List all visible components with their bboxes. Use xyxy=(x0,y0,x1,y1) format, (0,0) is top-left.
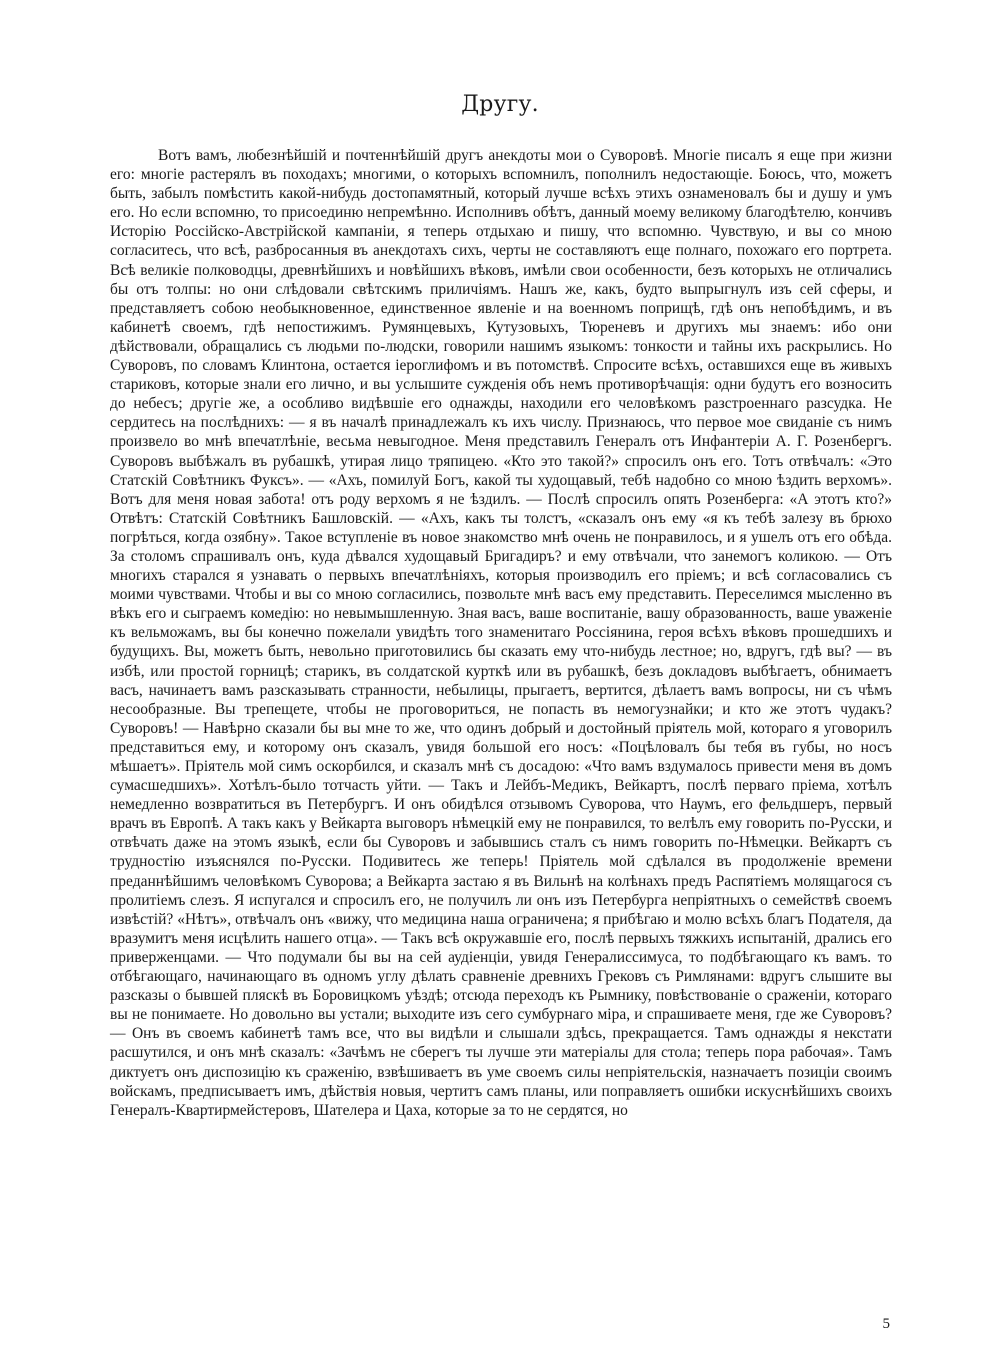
page-title: Другу. xyxy=(461,92,539,117)
body-paragraph: Вотъ вамъ, любезнѣйшiй и почтеннѣйшiй другъ анекдоты мои о Суворовѣ. Многiе писалъ я еще при жизни его: многiе растерялъ въ походахъ; многими, о которыхъ вспомнилъ, пополнилъ недостающiе. Боюсь, что, можетъ быть, забылъ помѣстить какой-нибудь достопамятный, который лучше всѣхъ этихъ ознаменовалъ бы и душу и умъ его. Но если вспомню, то присоединю непремѣнно. Исполнивъ обѣтъ, данный моему великому благодѣтелю, кончивъ Исторiю Россiйско-Австрiйской кампанiи, я теперь отдыхаю и пишу, что вспомню. Чувствую, и вы со мною согласитесь, что всѣ, разбросанныя въ анекдотахъ сихъ, черты не составляютъ еще полнаго, похожаго его портрета. Всѣ великiе полководцы, древнѣйшихъ и новѣйшихъ вѣковъ, имѣли свои особенности, безъ которыхъ не отличались бы отъ толпы: но они слѣдовали свѣтскимъ приличiямъ. Нашъ же, какъ, будто выпрыгнулъ изъ сей сферы, и представляетъ собою необыкновенное, единственное явленiе и на военномъ поприщѣ, гдѣ онъ непобѣдимъ, и въ кабинетѣ своемъ, гдѣ непостижимъ. Румянцевыхъ, Кутузовыхъ, Тюреневъ и другихъ мы знаемъ: ибо они дѣйствовали, обращались съ людьми по-людски, говорили нашимъ языкомъ: тонкости и тайны ихъ раскрылись. Но Суворовъ, по словамъ Клинтона, остается iероглифомъ и въ потомствѣ. Спросите всѣхъ, оставшихся еще въ живыхъ стариковъ, которые знали его лично, и вы услышите сужденiя объ немъ противорѣчащiя: одни будутъ его возносить до небесъ; другiе же, а особливо видѣвшiе его однажды, находили его человѣкомъ разстроеннаго разсудка. Не сердитесь на послѣднихъ: — я въ началѣ принадлежалъ къ ихъ числу. Признаюсь, что первое мое свиданiе съ нимъ произвело во мнѣ впечатлѣнiе, весьма невыгодное. Меня представилъ Генералъ отъ Инфантерiи А. Г. Розенбергъ. Суворовъ выбѣжалъ въ рубашкѣ, утирая лицо тряпицею. «Кто это такой?» спросилъ онъ его. Тотъ отвѣчалъ: «Это Статскiй Совѣтникъ Фуксъ». — «Ахъ, помилуй Богъ, какой ты худощавый, тебѣ надобно со мною ѣздить верхомъ». Вотъ для меня новая забота! отъ роду верхомъ я не ѣздилъ. — Послѣ спросилъ опять Розенберга: «А этотъ кто?» Отвѣтъ: Статскiй Совѣтникъ Башловскiй. — «Ахъ, какъ ты толстъ, «сказалъ онъ ему «я къ тебѣ залезу въ брюхо погрѣться, когда озябну». Такое вступленiе въ новое знакомство мнѣ очень не понравилось, и я ушелъ отъ его обѣда. За столомъ спрашивалъ онъ, куда дѣвался худощавый Бригадиръ? и ему отвѣчали, что занемогъ коликою. — Отъ многихъ старался я узнавать о первыхъ впечатлѣнiяхъ, которыя производилъ его прiемъ; и всѣ согласовались съ моими чувствами. Чтобы и вы со мною согласились, позвольте мнѣ васъ ему представить. Переселимся мысленно въ вѣкъ его и сыграемъ комедiю: но невымышленную. Зная васъ, ваше воспитанiе, вашу образованность, ваше уваженiе къ вельможамъ, вы бы конечно пожелали увидѣть того знаменитаго Россiянина, героя всѣхъ вѣковъ прошедшихъ и будущихъ. Вы, можетъ быть, невольно приготовились бы сказать ему что-нибудь лестное; но, вдругъ, гдѣ вы? — въ избѣ, или простой горницѣ; старикъ, въ солдатской курткѣ или въ рубашкѣ, безъ докладовъ выбѣгаетъ, обнимаетъ васъ, начинаетъ вамъ разсказывать странности, небылицы, прыгаетъ, вертится, дѣлаетъ вамъ вопросы, ни съ чѣмъ несообразные. Вы трепещете, чтобы не проговориться, не попасть въ немогузнайки; и кто же этотъ чудакъ? Суворовъ! — Навѣрно сказали бы вы мне то же, что одинъ добрый и достойный прiятель мой, котораго я уговорилъ представиться ему, и которому онъ сказалъ, увидя большой его носъ: «Поцѣловалъ бы тебя въ губы, но носъ мѣшаетъ». Прiятель мой симъ оскорбился, и сказалъ мнѣ съ досадою: «Что вамъ вздумалось привести меня въ домъ сумасшедшихъ». Хотѣлъ-было тотчасть уйти. — Такъ и Лейбъ-Медикъ, Вейкартъ, послѣ перваго прiема, хотѣлъ немедленно возвратиться въ Петербургъ. И онъ обидѣлся отзывомъ Суворова, что Наумъ, его фельдшеръ, первый врачъ въ Европѣ. А такъ какъ у Вейкарта выговоръ нѣмецкiй ему не понравился, то велѣлъ ему говорить по-Русски, и отвѣчать даже на этомъ языкѣ, если бы Суворовъ и забывшись сталъ съ нимъ говорить по-Нѣмецки. Вейкартъ съ трудностiю изъяснялся по-Русски. Подивитесь же теперь! Прiятель мой сдѣлался въ продолженiе времени преданнѣйшимъ человѣкомъ Суворова; а Вейкарта застаю я въ Вильнѣ на колѣнахъ предъ Распятiемъ молящагося съ пролитiемъ слезъ. Я испугался и спросилъ его, не получилъ ли онъ изъ Петербурга непрiятныхъ о семействѣ своемъ извѣстiй? «Нѣтъ», отвѣчалъ онъ «вижу, что медицина наша ограничена; я прибѣгаю и молю всѣхъ благъ Подателя, да вразумитъ меня исцѣлить нашего отца». — Такъ всѣ окружавшiе его, послѣ первыхъ тяжкихъ испытанiй, дрались его приверженцами. — Что подумали бы вы на сей аудiенцiи, увидя Генералиссимуса, то подбѣгающаго къ вамъ. то отбѣгающаго, начинающаго въ одномъ углу дѣлать сравненiе древнихъ Грековъ съ Римлянами: вдругъ слышите вы разсказы о бывшей пляскѣ въ Боровицкомъ уѣздѣ; отсюда переходъ къ Рымнику, повѣствованiе о сраженiи, котораго вы не понимаете. Но довольно вы устали; выходите изъ сего сумбурнаго мiра, и спрашиваете меня, где же Суворовъ? — Онъ въ своемъ кабинетѣ тамъ все, что вы видѣли и слышали здѣсь, прекращается. Тамъ однажды я некстати расшутился, и онъ мнѣ сказалъ: «Зачѣмъ не сберегъ ты лучше эти матерiалы для стола; теперь пора рабочая». Тамъ диктуетъ онъ диспозицiю къ сраженiю, взвѣшиваетъ въ уме своемъ силы непрiятельскiя, назначаетъ позицiи своимъ войскамъ, предписываетъ имъ, дѣйствiя новыя, чертитъ самъ планы, или поправляетъ ошибки искуснѣйшихъ своихъ Генералъ-Квартирмейстеровъ, Шателера и Цаха, которые за то не сердятся, но xyxy=(110,147,892,1119)
page-number: 5 xyxy=(882,1316,890,1332)
